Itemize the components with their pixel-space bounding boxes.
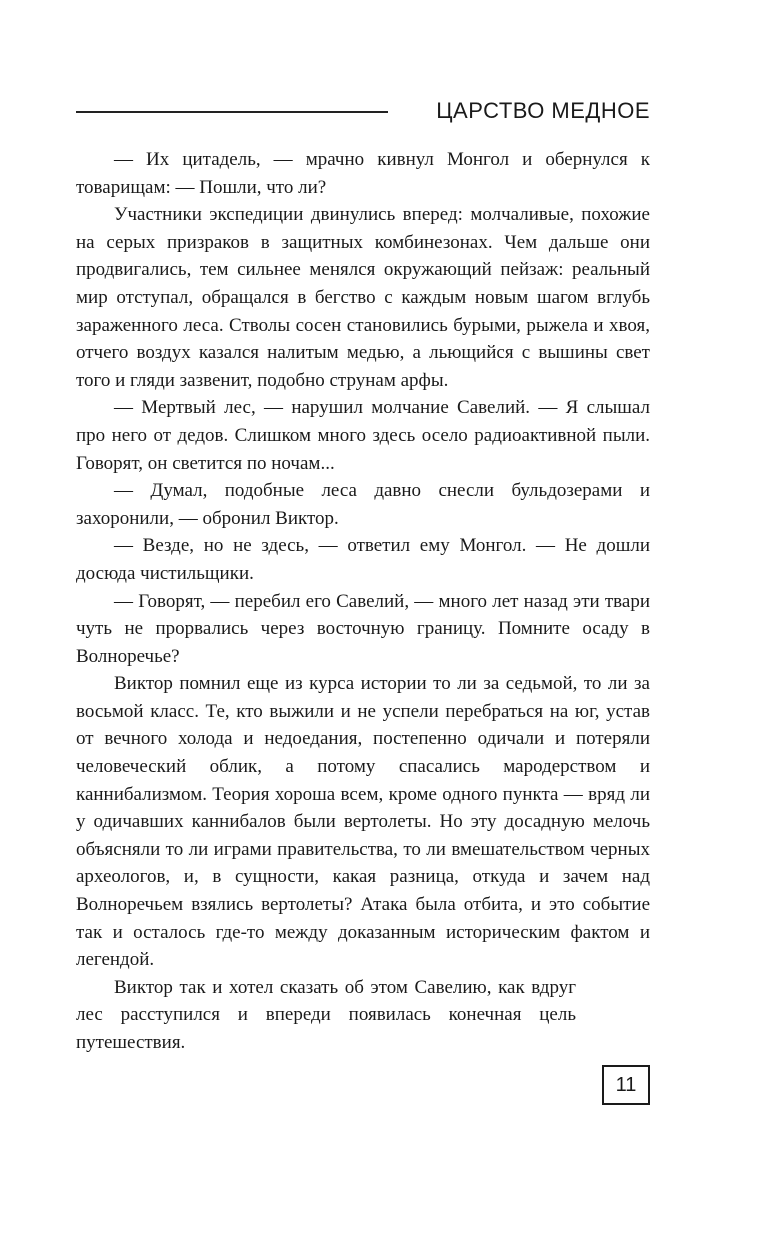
header-rule bbox=[76, 111, 388, 113]
paragraph: Участники экспедиции двинулись вперед: молчаливые, похожие на серых призраков в защитных комбинезонах. Чем дальше они продвигались, тем сильнее менялся окружающий пейзаж: реальный мир отступал, обращался в бегство с каждым новым шагом вглубь зараженного леса. Стволы сосен становились бурыми, рыжела и хвоя, отчего воздух казался налитым медью, а льющийся с вышины свет того и гляди зазвенит, подобно струнам арфы. bbox=[76, 204, 650, 391]
paragraph: — Мертвый лес, — нарушил молчание Савелий. — Я слышал про него от дедов. Слишком много здесь осело радиоактивной пыли. Говорят, он светится по ночам... bbox=[76, 397, 650, 474]
paragraph: — Думал, подобные леса давно снесли бульдозерами и захоронили, — обронил Виктор. bbox=[76, 480, 650, 529]
paragraph: Виктор помнил еще из курса истории то ли за седьмой, то ли за восьмой класс. Те, кто выжили и не успели перебраться на юг, устав от вечного холода и недоедания, постепенно одичали и потеряли человеческий облик, а потому спасались мародерством и каннибализмом. Теория хороша всем, кроме одного пункта — вряд ли у одичавших каннибалов были вертолеты. Но эту досадную мелочь объясняли то ли играми правительства, то ли вмешательством черных археологов, и, в сущности, какая разница, откуда и зачем над Волноречьем взялись вертолеты? Атака была отбита, и это событие так и осталось где-то между доказанным историческим фактом и легендой. bbox=[76, 673, 650, 971]
text-body bbox=[76, 146, 650, 1057]
page-number: 11 bbox=[602, 1065, 650, 1105]
paragraph: — Везде, но не здесь, — ответил ему Монгол. — Не дошли досюда чистильщики. bbox=[76, 535, 650, 584]
running-title: ЦАРСТВО МЕДНОЕ bbox=[436, 98, 650, 123]
paragraph: — Их цитадель, — мрачно кивнул Монгол и обернулся к товарищам: — Пошли, что ли? bbox=[76, 149, 650, 198]
paragraph: Виктор так и хотел сказать об этом Савелию, как вдруг лес расступился и впереди появилась конечная цель путешествия. bbox=[76, 976, 576, 1053]
paragraph: — Говорят, — перебил его Савелий, — много лет назад эти твари чуть не прорвались через восточную границу. Помните осаду в Волноречье? bbox=[76, 590, 650, 667]
